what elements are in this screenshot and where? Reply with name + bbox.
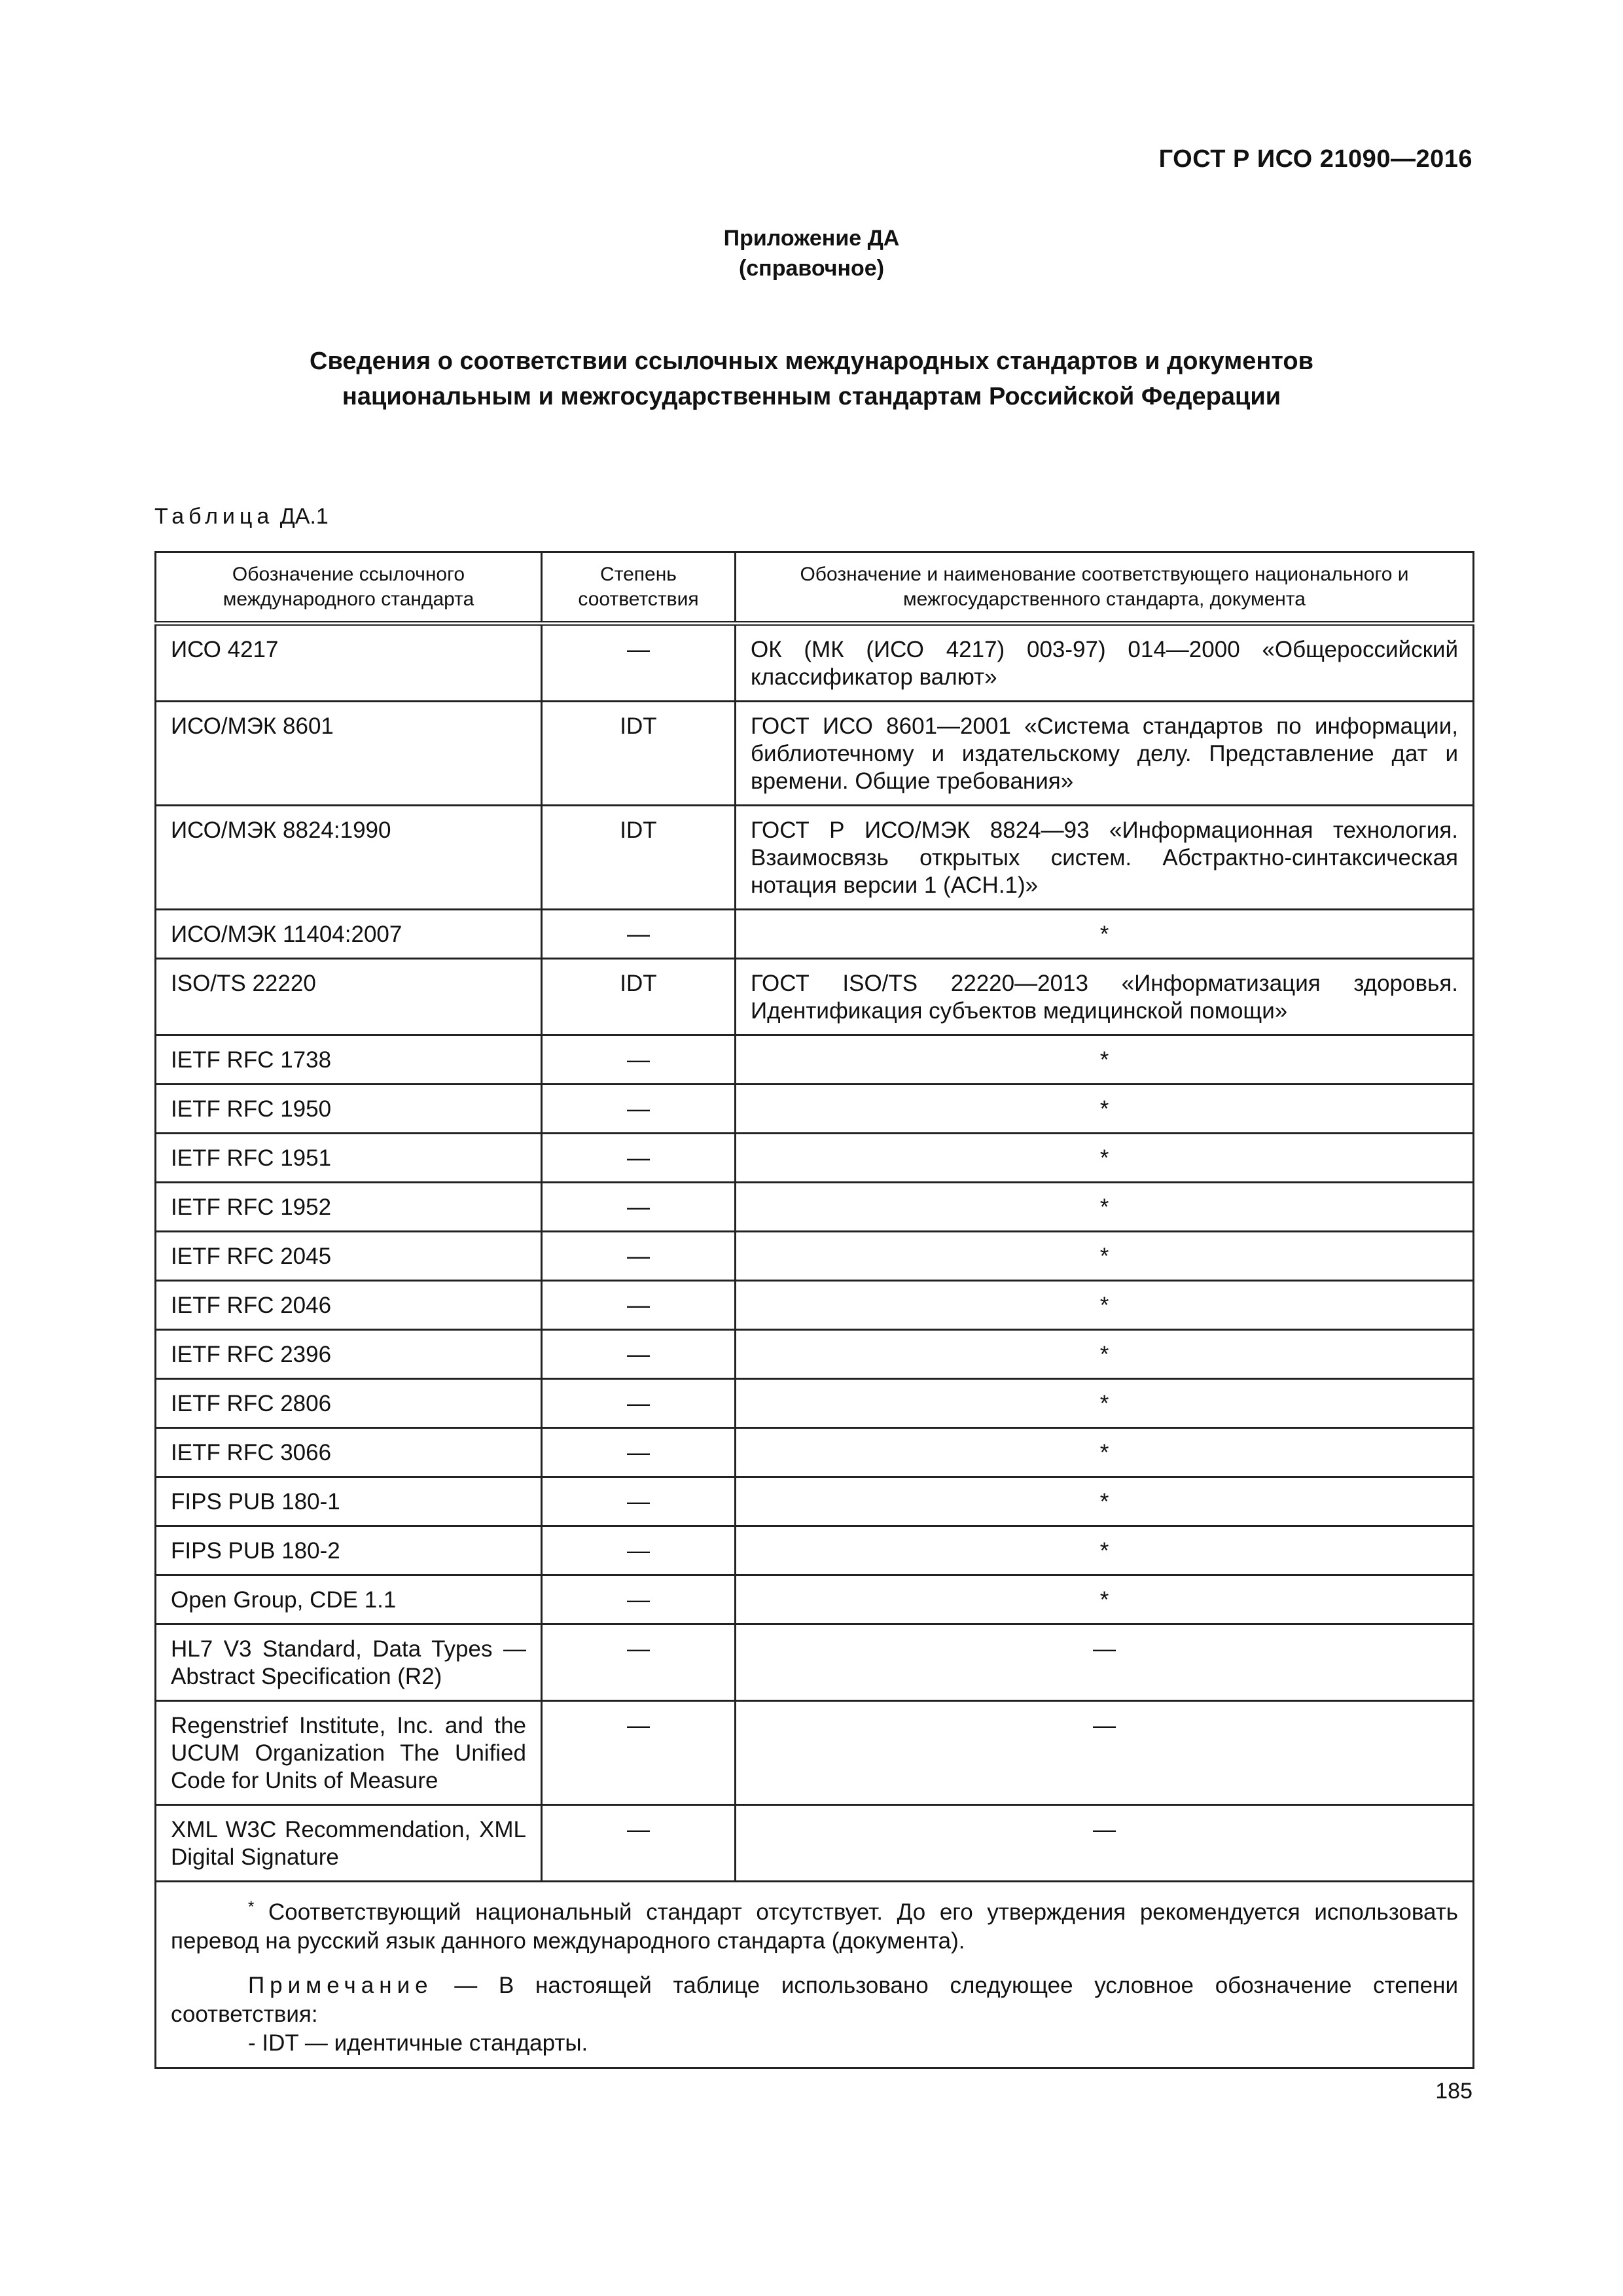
table-row — [156, 806, 1474, 910]
table-row — [156, 1183, 1474, 1232]
appendix-kind: (справочное) — [738, 256, 885, 281]
header-degree: Степень соответствия — [542, 552, 736, 624]
table-row — [156, 1805, 1474, 1882]
cell-reference: IETF RFC 1951 — [156, 1134, 542, 1183]
cell-reference: ИСО/МЭК 8824:1990 — [156, 806, 542, 910]
cell-correspondence: * — [736, 1085, 1474, 1134]
table-row — [156, 1624, 1474, 1701]
cell-correspondence: * — [736, 1526, 1474, 1575]
cell-reference: FIPS PUB 180-1 — [156, 1477, 542, 1526]
cell-degree: — — [542, 624, 736, 702]
cell-degree: IDT — [542, 702, 736, 806]
cell-degree: — — [542, 1183, 736, 1232]
header-reference: Обозначение ссылочного международного стандарта — [156, 552, 542, 624]
note-label: Примечание — [248, 1973, 433, 1998]
footnote-star — [171, 1893, 1458, 1956]
table-row — [156, 1035, 1474, 1085]
cell-correspondence: * — [736, 1379, 1474, 1428]
table-row — [156, 702, 1474, 806]
cell-correspondence: ГОСТ Р ИСО/МЭК 8824—93 «Информационная технология. Взаимосвязь открытых систем. Абстрактно-синтаксическая нотация версии 1 (АСН.1)» — [736, 806, 1474, 910]
footnote-text: Соответствующий национальный стандарт отсутствует. До его утверждения рекомендуется использовать перевод на русский язык данного международного стандарта (документа). — [171, 1899, 1458, 1954]
table-row — [156, 910, 1474, 959]
cell-reference: ИСО 4217 — [156, 624, 542, 702]
table-row — [156, 959, 1474, 1035]
cell-correspondence: — — [736, 1624, 1474, 1701]
cell-correspondence: ОК (МК (ИСО 4217) 003-97) 014—2000 «Общероссийский классификатор валют» — [736, 624, 1474, 702]
table-footnote — [156, 1882, 1474, 2068]
cell-degree: — — [542, 910, 736, 959]
table-row — [156, 1232, 1474, 1281]
cell-correspondence: * — [736, 1281, 1474, 1330]
footnote-marker: * — [248, 1898, 255, 1916]
cell-reference: Regenstrief Institute, Inc. and the UCUM Organization The Unified Code for Units of Measure — [156, 1701, 542, 1805]
cell-correspondence: * — [736, 910, 1474, 959]
cell-reference: IETF RFC 2806 — [156, 1379, 542, 1428]
cell-degree: — — [542, 1281, 736, 1330]
cell-reference: XML W3C Recommendation, XML Digital Signature — [156, 1805, 542, 1882]
section-title-line-2: национальным и межгосударственным стандартам Российской Федерации — [342, 383, 1281, 410]
table-row — [156, 624, 1474, 702]
cell-degree: — — [542, 1575, 736, 1624]
appendix-title: Приложение ДА — [723, 226, 900, 251]
cell-degree: — — [542, 1232, 736, 1281]
cell-correspondence: * — [736, 1477, 1474, 1526]
cell-degree: — — [542, 1477, 736, 1526]
cell-correspondence: * — [736, 1575, 1474, 1624]
section-title-line-1: Сведения о соответствии ссылочных международных стандартов и документов — [310, 348, 1313, 375]
cell-correspondence: * — [736, 1035, 1474, 1085]
cell-reference: IETF RFC 2046 — [156, 1281, 542, 1330]
cell-reference: ИСО/МЭК 11404:2007 — [156, 910, 542, 959]
cell-degree: IDT — [542, 959, 736, 1035]
cell-degree: — — [542, 1624, 736, 1701]
table-caption-word: Таблица — [154, 504, 274, 529]
table-caption — [154, 504, 329, 529]
table-row — [156, 1281, 1474, 1330]
table-row — [156, 1701, 1474, 1805]
cell-reference: HL7 V3 Standard, Data Types — Abstract Specification (R2) — [156, 1624, 542, 1701]
cell-correspondence: * — [736, 1330, 1474, 1379]
cell-correspondence: * — [736, 1183, 1474, 1232]
table-caption-number: ДА.1 — [279, 504, 329, 529]
cell-degree: — — [542, 1134, 736, 1183]
table-row — [156, 1085, 1474, 1134]
table-row — [156, 1379, 1474, 1428]
cell-correspondence: * — [736, 1232, 1474, 1281]
cell-correspondence: ГОСТ ISO/TS 22220—2013 «Информатизация здоровья. Идентификация субъектов медицинской помощи» — [736, 959, 1474, 1035]
cell-degree: — — [542, 1805, 736, 1882]
cell-reference: IETF RFC 1738 — [156, 1035, 542, 1085]
table-row — [156, 1330, 1474, 1379]
header-correspondence: Обозначение и наименование соответствующего национального и межгосударственного стандарта, документа — [736, 552, 1474, 624]
note-idt: - IDT — идентичные стандарты. — [248, 2030, 588, 2056]
table-row — [156, 1575, 1474, 1624]
cell-correspondence: — — [736, 1805, 1474, 1882]
cell-correspondence: ГОСТ ИСО 8601—2001 «Система стандартов по информации, библиотечному и издательскому делу. Представление дат и времени. Общие требования» — [736, 702, 1474, 806]
table-row — [156, 1526, 1474, 1575]
table-row — [156, 1134, 1474, 1183]
table-footnote-row — [156, 1882, 1474, 2068]
cell-reference: IETF RFC 1950 — [156, 1085, 542, 1134]
table-row — [156, 1477, 1474, 1526]
cell-reference: IETF RFC 3066 — [156, 1428, 542, 1477]
cell-reference: IETF RFC 2045 — [156, 1232, 542, 1281]
note-text: — В настоящей таблице использовано следующее условное обозначение степени соответствия: — [171, 1973, 1458, 2027]
cell-degree: — — [542, 1035, 736, 1085]
cell-correspondence: — — [736, 1701, 1474, 1805]
cell-reference: FIPS PUB 180-2 — [156, 1526, 542, 1575]
cell-degree: IDT — [542, 806, 736, 910]
cell-reference: ИСО/МЭК 8601 — [156, 702, 542, 806]
cell-degree: — — [542, 1701, 736, 1805]
correspondence-table — [154, 551, 1474, 2069]
cell-reference: IETF RFC 2396 — [156, 1330, 542, 1379]
table-header-row — [156, 552, 1474, 624]
cell-degree: — — [542, 1526, 736, 1575]
cell-degree: — — [542, 1379, 736, 1428]
cell-degree: — — [542, 1330, 736, 1379]
cell-reference: IETF RFC 1952 — [156, 1183, 542, 1232]
cell-reference: Open Group, CDE 1.1 — [156, 1575, 542, 1624]
page-number: 185 — [1435, 2079, 1472, 2104]
cell-degree: — — [542, 1085, 736, 1134]
cell-correspondence: * — [736, 1428, 1474, 1477]
footnote-note — [171, 1971, 1458, 2029]
document-code: ГОСТ Р ИСО 21090—2016 — [1158, 145, 1472, 173]
cell-correspondence: * — [736, 1134, 1474, 1183]
cell-degree: — — [542, 1428, 736, 1477]
cell-reference: ISO/TS 22220 — [156, 959, 542, 1035]
table-row — [156, 1428, 1474, 1477]
